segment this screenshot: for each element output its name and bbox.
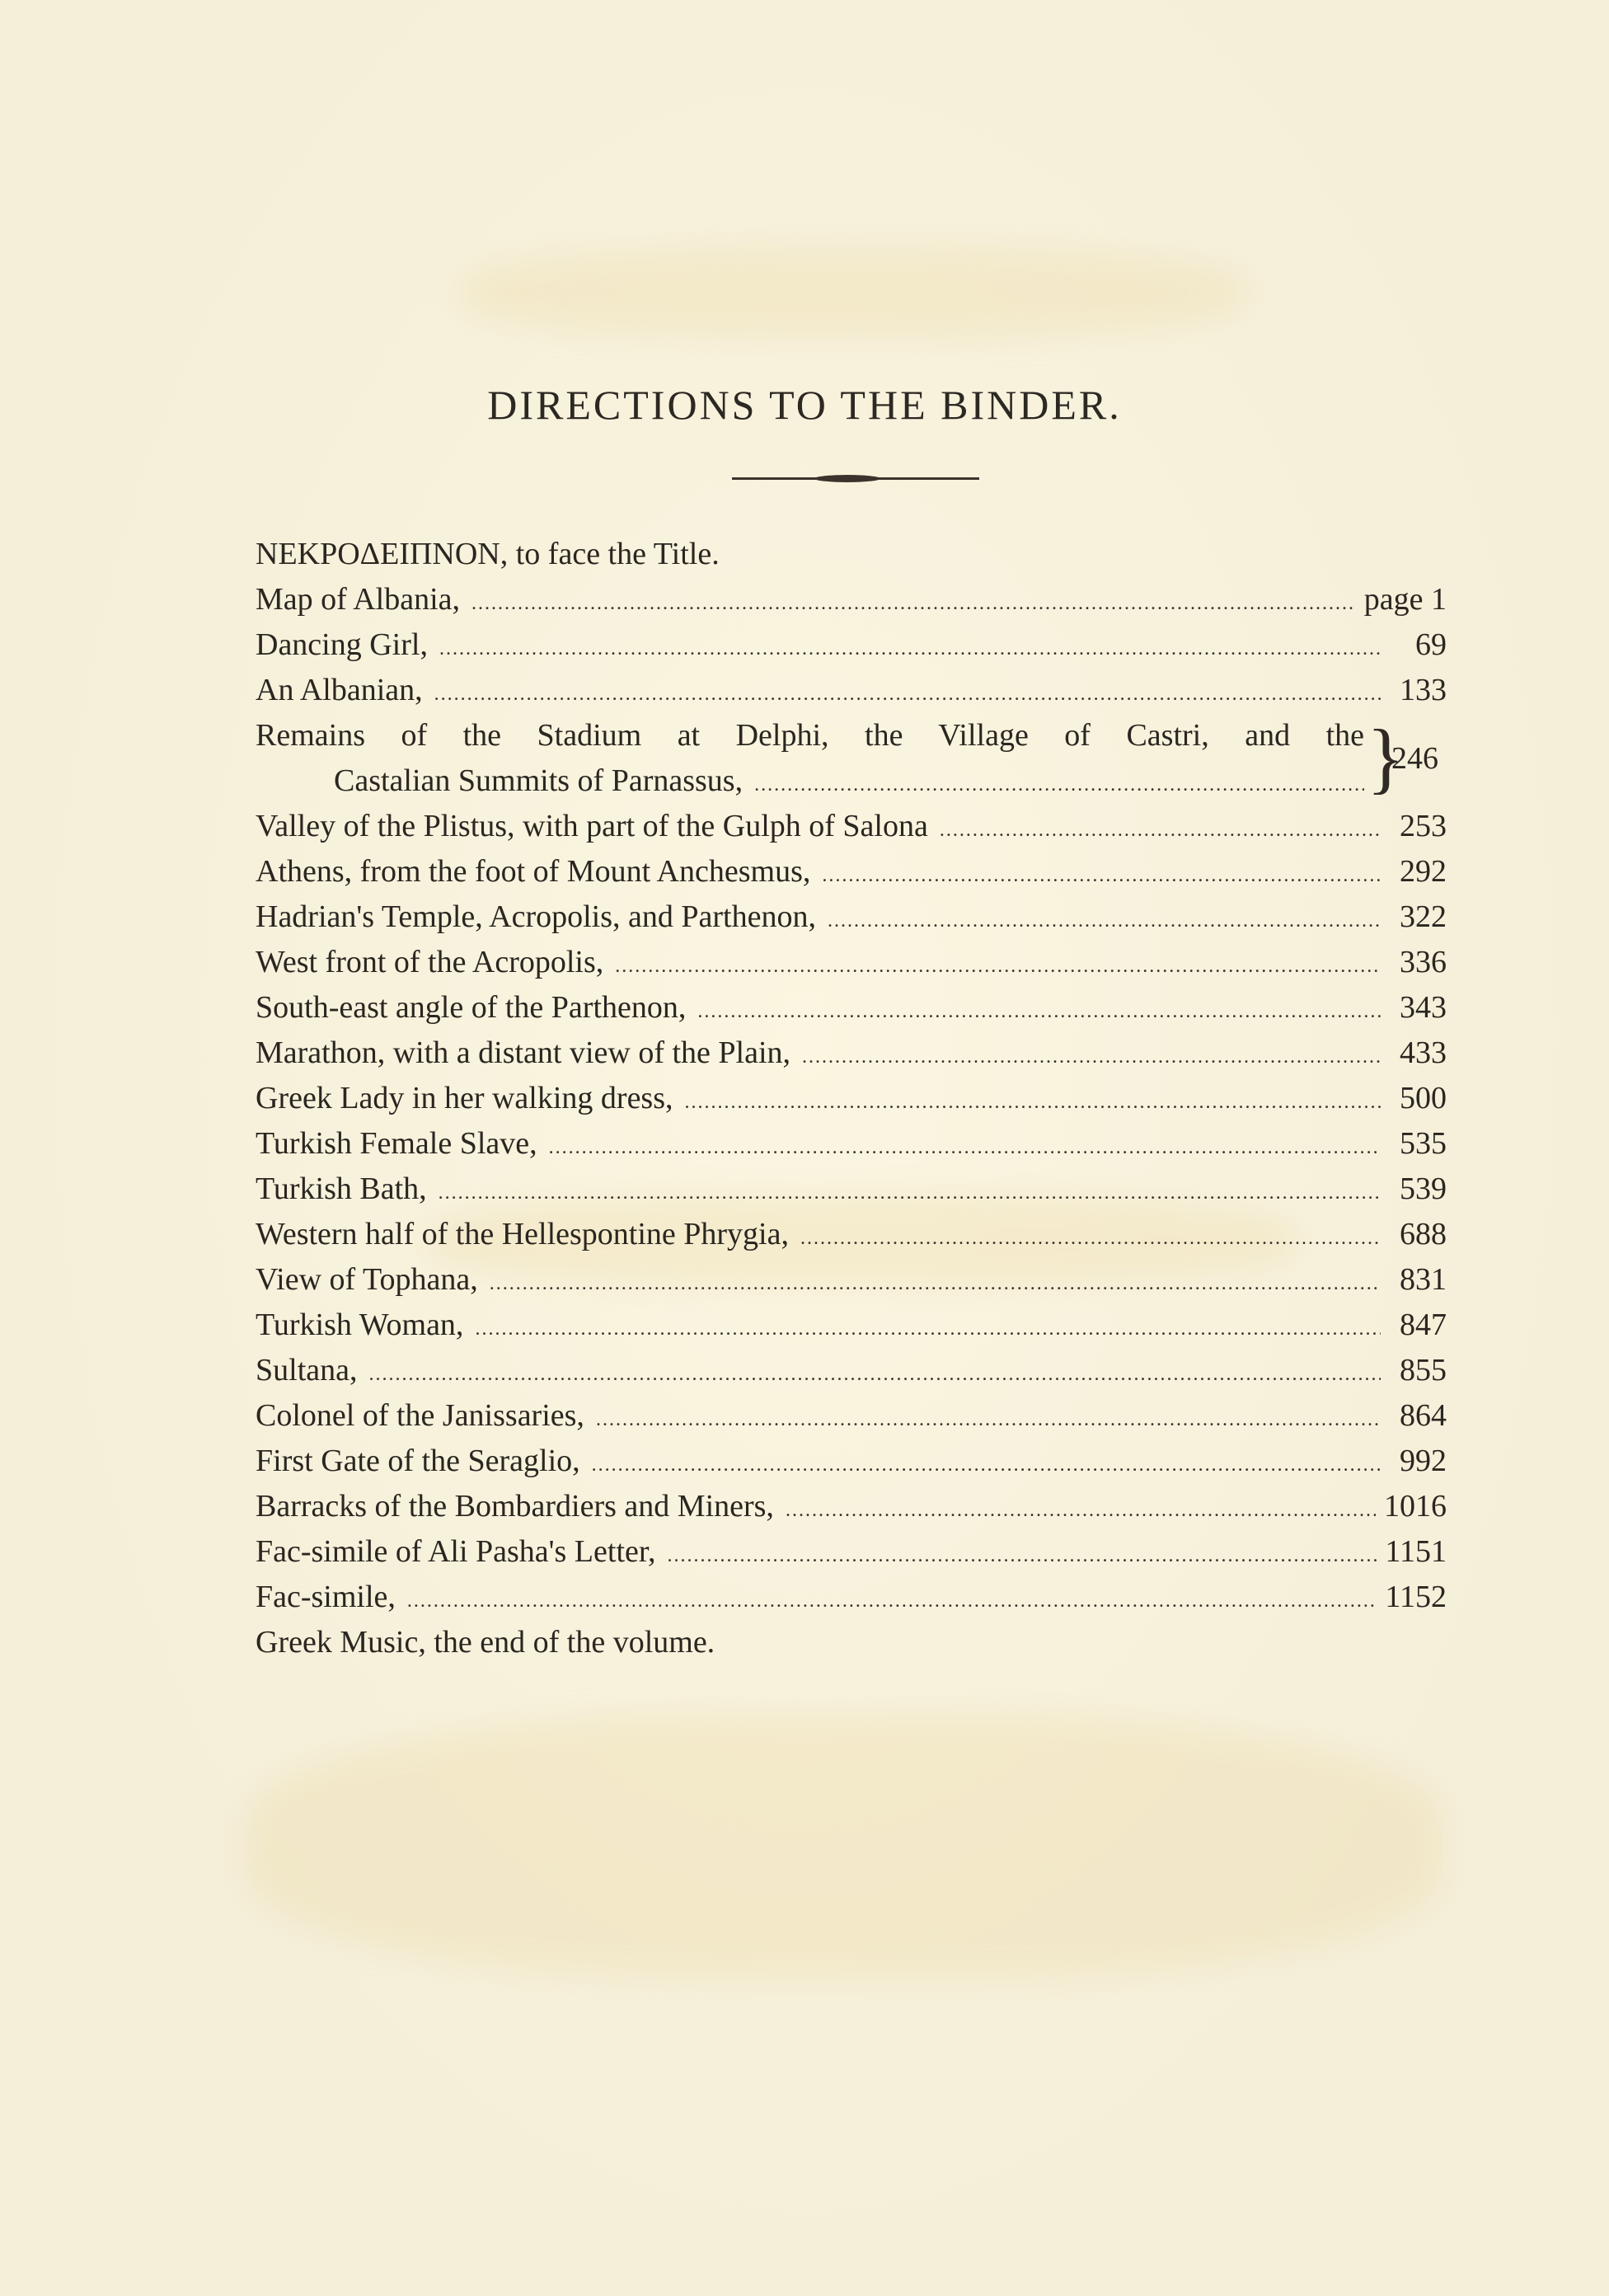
list-item — [256, 1393, 1447, 1439]
list-item — [256, 1031, 1447, 1076]
entry-label: Sultana, — [256, 1353, 358, 1387]
entry-label: Greek Lady in her walking dress, — [256, 1081, 673, 1115]
entry-label: Fac-simile of Ali Pasha's Letter, — [256, 1534, 656, 1569]
offset-stain — [462, 247, 1245, 338]
entry-label: Greek Music, the end of the volume. — [256, 1625, 715, 1660]
entry-label: Fac-simile, — [256, 1580, 396, 1614]
entry-label: Barracks of the Bombardiers and Miners, — [256, 1489, 774, 1524]
list-item — [256, 622, 1447, 668]
list-item — [256, 1575, 1447, 1620]
list-item — [256, 940, 1447, 985]
dot-leader — [439, 627, 1381, 672]
entry-label: View of Tophana, — [256, 1262, 478, 1297]
entry-label: An Albanian, — [256, 673, 423, 707]
list-item — [256, 1439, 1447, 1484]
dot-leader — [439, 1171, 1381, 1216]
entry-page: 133 — [1400, 673, 1447, 707]
plate-list — [256, 532, 1447, 1665]
entry-label: Map of Albania, — [256, 582, 461, 617]
entry-page: 1152 — [1385, 1580, 1447, 1614]
ornamental-rule — [732, 477, 979, 480]
entry-label: Turkish Bath, — [256, 1171, 427, 1206]
list-item — [256, 668, 1447, 713]
entry-label: Athens, from the foot of Mount Anchesmus, — [256, 854, 811, 889]
entry-page: 322 — [1400, 899, 1447, 934]
offset-stain — [247, 1715, 1442, 1979]
dot-leader — [754, 763, 1364, 808]
entry-page: 343 — [1400, 990, 1447, 1025]
entry-label: Remains of the Stadium at Delphi, the Village of Castri, and the — [256, 718, 1364, 753]
dot-leader — [668, 1533, 1377, 1579]
entry-page: 831 — [1400, 1262, 1447, 1297]
entry-page: 864 — [1400, 1398, 1447, 1433]
entry-label: South-east angle of the Parthenon, — [256, 990, 687, 1025]
entry-page: 253 — [1400, 809, 1447, 843]
entry-label: Dancing Girl, — [256, 627, 428, 662]
entry-label: Marathon, with a distant view of the Plain, — [256, 1035, 791, 1070]
entry-page: 246 — [1391, 741, 1438, 776]
entry-page: 847 — [1400, 1308, 1447, 1342]
dot-leader — [434, 672, 1381, 717]
list-item — [256, 1620, 1447, 1665]
entry-page: 1016 — [1384, 1489, 1447, 1524]
entry-page: 855 — [1400, 1353, 1447, 1387]
entry-label: Western half of the Hellespontine Phrygia, — [256, 1217, 789, 1251]
dot-leader — [407, 1579, 1377, 1624]
dot-leader — [786, 1488, 1376, 1533]
dot-leader — [596, 1397, 1381, 1443]
list-item — [256, 804, 1447, 849]
entry-page: page 1 — [1363, 582, 1447, 617]
entry-page: 535 — [1400, 1126, 1447, 1161]
dot-leader — [822, 853, 1381, 899]
entry-page: 688 — [1400, 1217, 1447, 1251]
brace-glyph: } — [1367, 713, 1405, 801]
list-item — [256, 1167, 1447, 1212]
entry-label: Turkish Female Slave, — [256, 1126, 537, 1161]
dot-leader — [940, 808, 1381, 853]
entry-page: 69 — [1415, 627, 1447, 662]
entry-label: West front of the Acropolis, — [256, 945, 604, 979]
entry-page: 433 — [1400, 1035, 1447, 1070]
list-item — [256, 1303, 1447, 1348]
list-item — [256, 1484, 1447, 1529]
list-item — [256, 1076, 1447, 1121]
list-item — [256, 1348, 1447, 1393]
entry-label-cont: Castalian Summits of Parnassus, — [334, 763, 744, 798]
list-item — [256, 985, 1447, 1031]
entry-page: 336 — [1400, 945, 1447, 979]
entry-page: 500 — [1400, 1081, 1447, 1115]
entry-label: Hadrian's Temple, Acropolis, and Parthenon, — [256, 899, 816, 934]
list-item — [256, 1212, 1447, 1257]
page-title: DIRECTIONS TO THE BINDER. — [487, 382, 1122, 428]
list-item — [256, 713, 1447, 804]
entry-label: Turkish Woman, — [256, 1308, 464, 1342]
entry-page: 292 — [1400, 854, 1447, 889]
list-item — [256, 894, 1447, 940]
list-item — [256, 849, 1447, 894]
entry-label: NEKPOΔEIΠNON, to face the Title. — [256, 537, 720, 571]
dot-leader — [475, 1307, 1381, 1352]
entry-label-continued — [334, 758, 1372, 808]
dot-leader — [471, 581, 1356, 627]
dot-leader — [697, 989, 1381, 1035]
list-item — [256, 577, 1447, 622]
list-item — [256, 1121, 1447, 1167]
dot-leader — [549, 1125, 1381, 1171]
list-item — [256, 1257, 1447, 1303]
dot-leader — [802, 1035, 1381, 1080]
entry-page: 1151 — [1385, 1534, 1447, 1569]
list-item — [256, 1529, 1447, 1575]
entry-page: 992 — [1400, 1444, 1447, 1478]
dot-leader — [828, 899, 1381, 944]
entry-label: First Gate of the Seraglio, — [256, 1444, 580, 1478]
list-item — [256, 532, 1447, 577]
dot-leader — [800, 1216, 1381, 1261]
entry-label: Colonel of the Janissaries, — [256, 1398, 584, 1433]
dot-leader — [490, 1261, 1381, 1307]
dot-leader — [685, 1080, 1381, 1125]
dot-leader — [592, 1443, 1381, 1488]
entry-page: 539 — [1400, 1171, 1447, 1206]
entry-label: Valley of the Plistus, with part of the Gulph of Salona — [256, 809, 928, 843]
dot-leader — [368, 1352, 1381, 1397]
dot-leader — [615, 944, 1381, 989]
